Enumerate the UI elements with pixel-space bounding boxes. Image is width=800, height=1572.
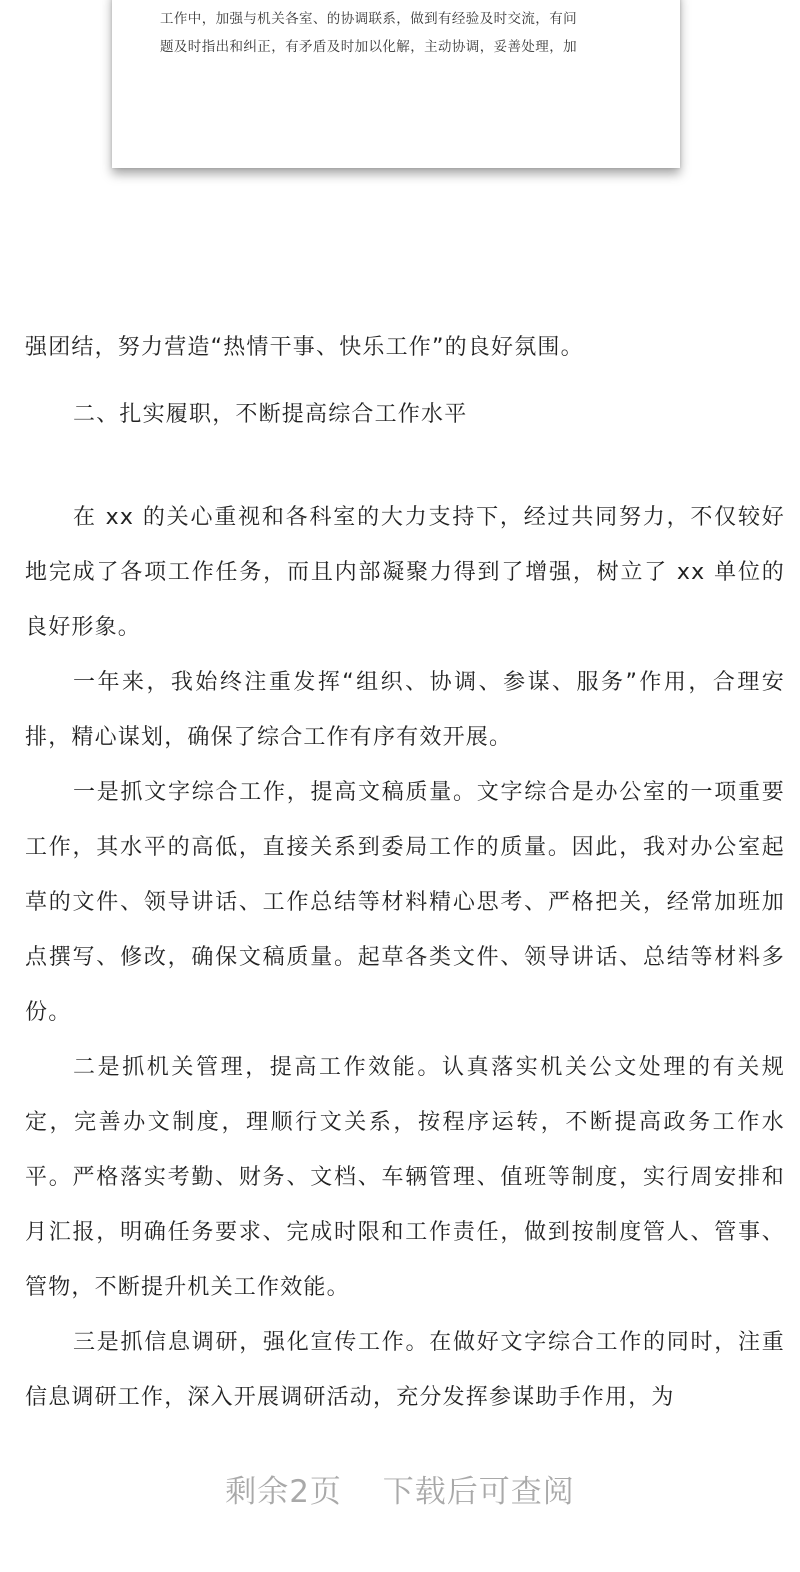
download-to-read-button[interactable] [0, 1466, 800, 1511]
remaining-pages-label: 剩余2页 [225, 1474, 342, 1510]
preview-line: 题及时指出和纠正，有矛盾及时加以化解，主动协调，妥善处理，加 [160, 39, 577, 55]
paragraph: 强团结，努力营造“热情干事、快乐工作”的良好氛围。 [25, 335, 584, 360]
paragraph: 二是抓机关管理，提高工作效能。认真落实机关公文处理的有关规定，完善办文制度，理顺行文关系，按程序运转，不断提高政务工作水平。严格落实考勤、财务、文档、车辆管理、值班等制度，实行周安排和月汇报，明确任务要求、完成时限和工作责任，做到按制度管人、管事、管物，不断提升机关工作效能。 [25, 1055, 785, 1300]
paragraph: 一是抓文字综合工作，提高文稿质量。文字综合是办公室的一项重要工作，其水平的高低，直接关系到委局工作的质量。因此，我对办公室起草的文件、领导讲话、工作总结等材料精心思考、严格把关，经常加班加点撰写、修改，确保文稿质量。起草各类文件、领导讲话、总结等材料多份。 [25, 780, 785, 1025]
download-label: 下载后可查阅 [382, 1474, 575, 1510]
paragraph: 一年来，我始终注重发挥“组织、协调、参谋、服务”作用，合理安排，精心谋划，确保了综合工作有序有效开展。 [25, 670, 785, 750]
section-heading: 二、扎实履职，不断提高综合工作水平 [73, 402, 468, 427]
page-preview-card [112, 0, 680, 168]
paragraph: 三是抓信息调研，强化宣传工作。在做好文字综合工作的同时，注重信息调研工作，深入开展调研活动，充分发挥参谋助手作用，为 [25, 1330, 785, 1410]
paragraph: 在 xx 的关心重视和各科室的大力支持下，经过共同努力，不仅较好地完成了各项工作任务，而且内部凝聚力得到了增强，树立了 xx 单位的良好形象。 [25, 505, 785, 640]
preview-line: 工作中，加强与机关各室、的协调联系，做到有经验及时交流，有问 [160, 11, 577, 27]
